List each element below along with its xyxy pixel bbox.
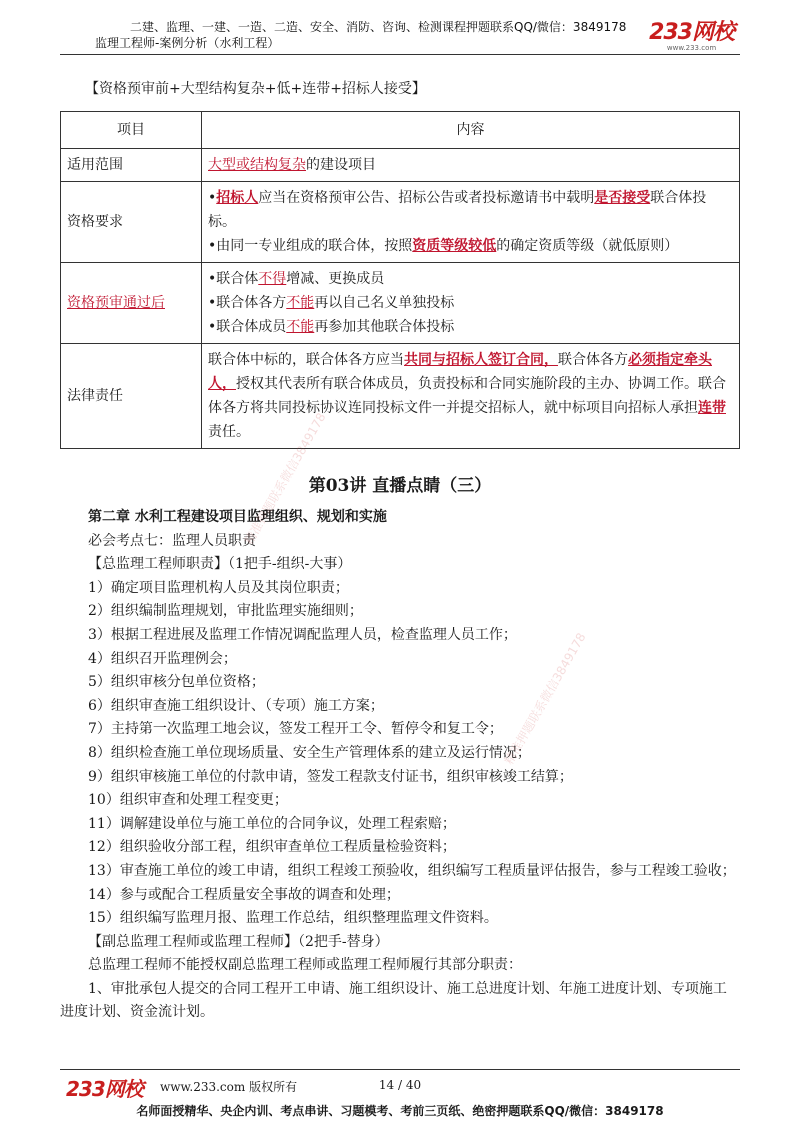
table-row	[61, 182, 740, 263]
deputy-intro: 总监理工程师不能授权副总监理工程师或监理工程师履行其部分职责：	[88, 957, 522, 974]
logo-url: www.233.com	[666, 44, 717, 52]
table-header-content: 内容	[202, 112, 740, 149]
duty-item: 1）确定项目监理机构人员及其岗位职责；	[88, 579, 349, 596]
row-text: 应当在资格预审公告、招标公告或者投标邀请书中载明	[258, 190, 595, 206]
duty-item: 3）根据工程进展及监理工作情况调配监理人员，检查监理人员工作；	[88, 626, 517, 643]
chapter-heading: 第二章 水利工程建设项目监理组织、规划和实施	[88, 509, 387, 525]
highlight-text: 不得	[258, 271, 287, 287]
highlight-text: 大型或结构复杂	[208, 157, 306, 173]
footer-promo: 名师面授精华、央企内训、考点串讲、习题模考、考前三页纸、绝密押题联系QQ/微信：3849178	[136, 1104, 664, 1118]
row-content	[202, 263, 740, 344]
bullet-line	[208, 315, 733, 339]
duty-item: 15）组织编写监理月报、监理工作总结，组织整理监理文件资料。	[88, 910, 498, 927]
table-row	[61, 344, 740, 449]
key-point: 必会考点七：监理人员职责	[88, 532, 256, 549]
duty-item: 8）组织检查施工单位现场质量、安全生产管理体系的建立及运行情况；	[88, 744, 531, 761]
duty-item: 12）组织验收分部工程，组织审查单位工程质量检验资料；	[88, 839, 456, 856]
row-text: 再参加其他联合体投标	[314, 319, 455, 335]
row-text: •联合体成员	[208, 319, 287, 335]
highlight-text: 必须指定牵头人，	[208, 352, 712, 392]
row-text: •联合体各方	[208, 295, 287, 311]
row-text: 责任。	[208, 424, 250, 440]
highlight-text: 不能	[286, 319, 315, 335]
row-content	[202, 149, 740, 182]
row-text: 增减、更换成员	[286, 271, 385, 287]
row-text: 联合体投标。	[208, 190, 707, 230]
page-number: 14 / 40	[378, 1078, 422, 1092]
row-label: 适用范围	[61, 149, 202, 182]
row-text: 再以自己名义单独投标	[314, 295, 455, 311]
row-text: •联合体	[208, 271, 259, 287]
row-text: •由同一专业组成的联合体，按照	[208, 238, 413, 254]
row-label: 资格要求	[61, 182, 202, 263]
row-content	[202, 344, 740, 449]
watermark: 精准押题联系微信3849178	[241, 410, 329, 547]
duty-list	[60, 577, 740, 931]
consortium-table	[60, 111, 740, 449]
bullet-line	[208, 291, 733, 315]
bullet: •	[208, 190, 217, 206]
highlight-text: 共同与招标人签订合同，	[404, 352, 558, 368]
row-text: 授权其代表所有联合体成员，负责投标和合同实施阶段的主办、协调工作。联合体各方将共同投标协议连同投标文件一并提交招标人，就中标项目向招标人承担	[208, 376, 726, 416]
highlight-label: 资格预审通过后	[67, 295, 165, 311]
deputy-heading: 【副总监理工程师或监理工程师】（2把手-替身）	[88, 933, 389, 950]
row-label: 法律责任	[61, 344, 202, 449]
logo-mark: 233网校	[649, 20, 734, 45]
footer-logo: 233网校	[66, 1077, 143, 1101]
row-label	[61, 263, 202, 344]
table-row	[61, 263, 740, 344]
site-logo	[649, 22, 734, 52]
duty-item: 6）组织审查施工组织设计、（专项）施工方案；	[88, 697, 384, 714]
watermark: 精准押题联系微信3849178	[501, 630, 589, 767]
lecture-title: 第03讲 直播点睛（三）	[308, 476, 492, 496]
bullet-line	[208, 267, 733, 291]
footer-site: www.233.com 版权所有	[160, 1080, 298, 1094]
highlight-text: 不能	[286, 295, 315, 311]
header-subtitle: 监理工程师-案例分析（水利工程）	[95, 36, 280, 50]
duty-item: 7）主持第一次监理工地会议，签发工程开工令、暂停令和复工令；	[88, 721, 503, 738]
highlight-text: 连带	[698, 400, 726, 416]
duty-item: 9）组织审核施工单位的付款申请，签发工程款支付证书，组织审核竣工结算；	[88, 768, 573, 785]
body-text	[60, 506, 740, 1025]
deputy-item: 1、审批承包人提交的合同工程开工申请、施工组织设计、施工总进度计划、年施工进度计划、专项施工进度计划、资金流计划。	[60, 980, 727, 1021]
header-promo-line: 二建、监理、一建、一造、二造、安全、消防、咨询、检测课程押题联系QQ/微信：3849178	[130, 20, 627, 34]
highlight-text: 招标人	[216, 190, 259, 206]
chief-duties-heading: 【总监理工程师职责】（1把手-组织-大事）	[88, 556, 352, 573]
highlight-text: 是否接受	[594, 190, 651, 206]
duty-item: 2）组织编制监理规划，审批监理实施细则；	[88, 603, 363, 620]
row-text: 的建设项目	[306, 157, 376, 173]
row-content	[202, 182, 740, 263]
row-text: 联合体各方	[558, 352, 628, 368]
table-header-row	[61, 112, 740, 149]
header-divider	[60, 54, 740, 55]
section-heading: 【资格预审前+大型结构复杂+低+连带+招标人接受】	[85, 81, 426, 97]
table-row	[61, 149, 740, 182]
duty-item: 4）组织召开监理例会；	[88, 650, 237, 667]
duty-item: 10）组织审查和处理工程变更；	[88, 792, 288, 809]
duty-item: 14）参与或配合工程质量安全事故的调查和处理；	[88, 886, 400, 903]
footer-divider	[60, 1069, 740, 1070]
duty-item: 13）审查施工单位的竣工申请，组织工程竣工预验收，组织编写工程质量评估报告，参与工程竣工验收；	[88, 862, 736, 879]
highlight-text: 资质等级较低	[412, 238, 497, 254]
bullet-line	[208, 234, 733, 258]
duty-item: 11）调解建设单位与施工单位的合同争议，处理工程索赔；	[88, 815, 456, 832]
duty-item: 5）组织审核分包单位资格；	[88, 674, 265, 691]
row-text: 的确定资质等级（就低原则）	[496, 238, 679, 254]
bullet-line	[208, 186, 733, 234]
row-text: 联合体中标的，联合体各方应当	[208, 352, 404, 368]
table-header-item: 项目	[61, 112, 202, 149]
